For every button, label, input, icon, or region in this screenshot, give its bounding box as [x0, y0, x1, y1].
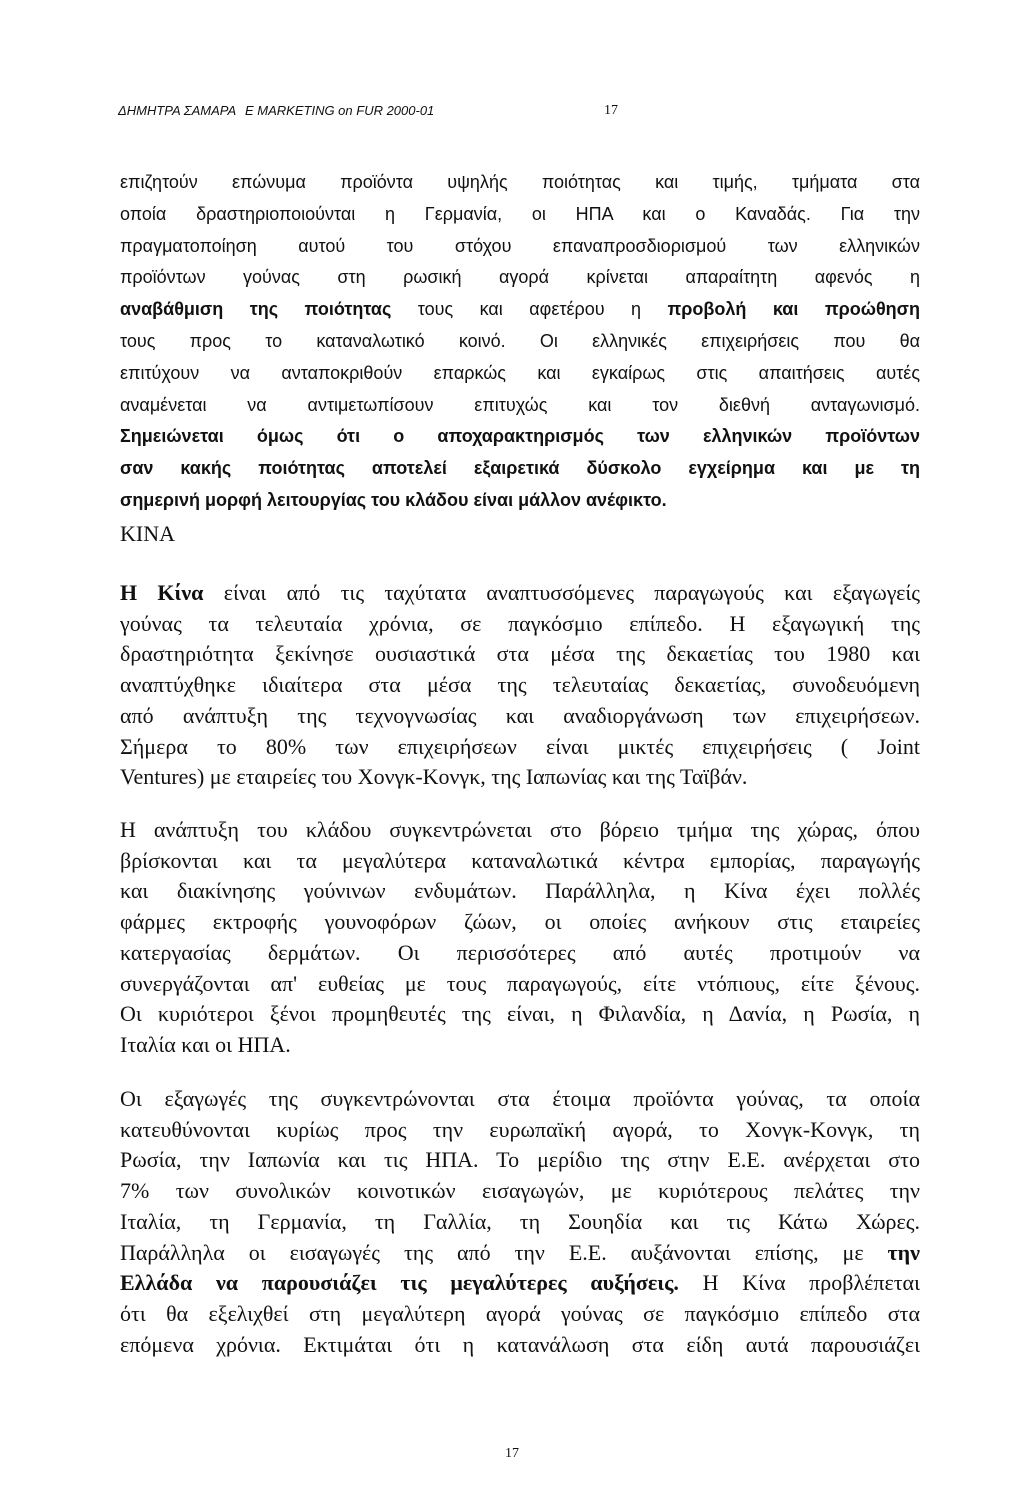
text-line: επιτύχουν να ανταποκριθούν επαρκώς και εγκαίρως στις απαιτήσεις αυτές [120, 362, 920, 383]
intro-paragraph [120, 167, 920, 517]
footer-page-number: 17 [505, 1446, 519, 1461]
text-line [120, 294, 920, 326]
text-line [120, 453, 920, 485]
emphasis-text: την [887, 1239, 920, 1265]
text-line: επιζητούν επώνυμα προϊόντα υψηλής ποιότητας και τιμής, τμήματα στα [120, 172, 920, 192]
text-line: οποία δραστηριοποιούνται η Γερμανία, οι ΗΠΑ και ο Καναδάς. Για την [120, 203, 920, 224]
text-fragment: Παράλληλα οι εισαγωγές της από την Ε.Ε. αυξάνονται επίσης, με [120, 1239, 888, 1265]
header-page-number: 17 [604, 103, 618, 118]
text-line: Σήμερα το 80% των επιχειρήσεων είναι μικτές επιχειρήσεις ( Joint [120, 733, 920, 759]
section-heading: ΚΙΝΑ [120, 521, 175, 546]
text-line: Η ανάπτυξη του κλάδου συγκεντρώνεται στο βόρειο τμήμα της χώρας, όπου [120, 817, 920, 842]
emphasis-text: σημερινή μορφή λειτουργίας του κλάδου είναι μάλλον ανέφικτο. [120, 489, 667, 510]
text-line: γούνας τα τελευταία χρόνια, σε παγκόσμιο επίπεδο. Η εξαγωγική της [120, 610, 920, 636]
paragraph-1 [120, 578, 920, 793]
text-line: αναμένεται να αντιμετωπίσουν επιτυχώς και τον διεθνή ανταγωνισμό. [120, 394, 920, 415]
text-line [120, 421, 920, 453]
text-line: φάρμες εκτροφής γουνοφόρων ζώων, οι οποίες ανήκουν στις εταιρείες [120, 909, 920, 935]
text-fragment: τους και αφετέρου η [391, 299, 668, 320]
text-line: και διακίνησης γούνινων ενδυμάτων. Παράλληλα, η Κίνα έχει πολλές [120, 878, 920, 904]
text-line [120, 485, 920, 517]
text-line: κατευθύνονται κυρίως προς την ευρωπαϊκή αγορά, το Χονγκ-Κονγκ, τη [120, 1116, 920, 1142]
emphasis-text: Ελλάδα να παρουσιάζει τις μεγαλύτερες αυξήσεις. [120, 1270, 679, 1296]
text-line: 7% των συνολικών κοινοτικών εισαγωγών, με κυριότερους πελάτες την [120, 1178, 920, 1204]
emphasis-text: αναβάθμιση της ποιότητας [120, 299, 392, 320]
header-author: ΔΗΜΗΤΡΑ ΣΑΜΑΡΑ [118, 103, 237, 118]
text-line: βρίσκονται και τα μεγαλύτερα καταναλωτικά κέντρα εμπορίας, παραγωγής [120, 847, 920, 873]
paragraph-2 [120, 815, 920, 1061]
header-title: E MARKETING on FUR 2000-01 [245, 103, 435, 118]
text-line [120, 578, 920, 609]
text-line: ότι θα εξελιχθεί στη μεγαλύτερη αγορά γούνας σε παγκόσμιο επίπεδο στα [120, 1300, 920, 1326]
text-line [120, 1238, 920, 1269]
text-fragment: Η Κίνα προβλέπεται [678, 1270, 921, 1296]
text-line: προϊόντων γούνας στη ρωσική αγορά κρίνεται απαραίτητη αφενός η [120, 267, 920, 288]
text-fragment: είναι από τις ταχύτατα αναπτυσσόμενες παραγωγούς και εξαγωγείς [203, 580, 920, 605]
emphasis-text: Σημειώνεται όμως ότι ο αποχαρακτηρισμός των ελληνικών προϊόντων [120, 426, 920, 447]
text-line: Οι κυριότεροι ξένοι προμηθευτές της είναι, η Φιλανδία, η Δανία, η Ρωσία, η [120, 1001, 920, 1027]
text-line: Οι εξαγωγές της συγκεντρώνονται στα έτοιμα προϊόντα γούνας, τα οποία [120, 1086, 920, 1111]
text-line: δραστηριότητα ξεκίνησε ουσιαστικά στα μέσα της δεκαετίας του 1980 και [120, 641, 920, 667]
emphasis-text: προβολή και προώθηση [667, 299, 920, 320]
text-line: συνεργάζονται απ' ευθείας με τους παραγωγούς, είτε ντόπιους, είτε ξένους. [120, 970, 920, 996]
text-line [120, 1268, 920, 1299]
text-line: τους προς το καταναλωτικό κοινό. Οι ελληνικές επιχειρήσεις που θα [120, 330, 920, 351]
text-line: πραγματοποίηση αυτού του στόχου επαναπροσδιορισμού των ελληνικών [120, 235, 920, 256]
text-line: Ρωσία, την Ιαπωνία και τις ΗΠΑ. Το μερίδιο της στην Ε.Ε. ανέρχεται στο [120, 1147, 920, 1173]
text-line: Ιταλία και οι ΗΠΑ. [120, 1031, 291, 1057]
text-line: αναπτύχθηκε ιδιαίτερα στα μέσα της τελευταίας δεκαετίας, συνοδευόμενη [120, 672, 920, 698]
paragraph-3 [120, 1084, 920, 1360]
text-line: Ιταλία, τη Γερμανία, τη Γαλλία, τη Σουηδία και τις Κάτω Χώρες. [120, 1208, 920, 1234]
text-line: επόμενα χρόνια. Εκτιμάται ότι η κατανάλωση στα είδη αυτά παρουσιάζει [120, 1331, 920, 1357]
emphasis-text: σαν κακής ποιότητας αποτελεί εξαιρετικά δύσκολο εγχείρημα και με τη [120, 458, 920, 479]
text-line: κατεργασίας δερμάτων. Οι περισσότερες από αυτές προτιμούν να [120, 939, 920, 965]
text-line: Ventures) με εταιρείες του Χονγκ-Κονγκ, της Ιαπωνίας και της Ταϊβάν. [120, 764, 748, 790]
text-line: από ανάπτυξη της τεχνογνωσίας και αναδιοργάνωση των επιχειρήσεων. [120, 702, 920, 728]
emphasis-text: Η Κίνα [120, 580, 204, 605]
